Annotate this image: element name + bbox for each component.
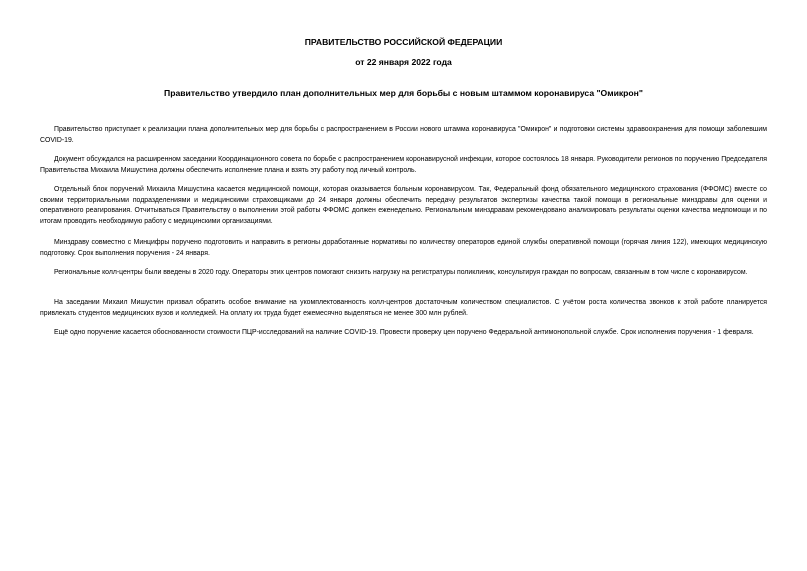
document-date: от 22 января 2022 года <box>355 57 452 67</box>
paragraph-2: Документ обсуждался на расширенном заседании Координационного совета по борьбе с распространением коронавирусной инфекции, которое состоялось 18 января. Руководители регионов по поручению Председателя Правительства Михаила Мишустина должны обеспечить исполнение плана и взять эту работу под личный контроль. <box>40 156 767 174</box>
paragraph-7: Ещё одно поручение касается обоснованности стоимости ПЦР-исследований на наличие COVID-19. Провести проверку цен поручено Федеральной антимонопольной службе. Срок исполнения поручения - 1 февраля. <box>54 329 754 336</box>
organization-heading: ПРАВИТЕЛЬСТВО РОССИЙСКОЙ ФЕДЕРАЦИИ <box>304 37 503 47</box>
paragraph-6: На заседании Михаил Мишустин призвал обратить особое внимание на укомплектованность колл-центров достаточным количеством специалистов. С учётом роста количества звонков к этой работе планируется привлекать студентов медицинских вузов и колледжей. На оплату их труда будет ежемесячно выделяться не менее 300 млн рублей. <box>40 299 767 317</box>
document-title: Правительство утвердило план дополнительных мер для борьбы с новым штаммом коронавируса "Омикрон" <box>164 88 643 98</box>
paragraph-3: Отдельный блок поручений Михаила Мишустина касается медицинской помощи, которая оказывается больным коронавирусом. Так, Федеральный фонд обязательного медицинского страхования (ФФОМС) вместе со своими территориальными подразделениями и медицинскими страховщиками до 24 января должны обеспечить передачу результатов экспертизы качества такой помощи в региональные минздравы для оценки и оперативного реагирования. Отчитываться Правительству о выполнении этой работы ФФОМС должен еженедельно. Региональным минздравам рекомендовано анализировать результаты оценки качества медпомощи и по итогам проводить необходимую работу с медицинскими организациями. <box>40 186 767 225</box>
paragraph-1: Правительство приступает к реализации плана дополнительных мер для борьбы с распространением в России нового штамма коронавируса "Омикрон" и подготовки системы здравоохранения для помощи заболевшим COVID-19. <box>40 126 767 144</box>
paragraph-4: Минздраву совместно с Минцифры поручено подготовить и направить в регионы доработанные нормативы по количеству операторов единой службы оперативной помощи (горячая линия 122), имеющих медицинскую подготовку. Срок выполнения поручения - 24 января. <box>40 239 767 257</box>
paragraph-5: Региональные колл-центры были введены в 2020 году. Операторы этих центров помогают снизить нагрузку на регистратуры поликлиник, консультируя граждан по вопросам, связанным в том числе с коронавирусом. <box>54 269 748 276</box>
